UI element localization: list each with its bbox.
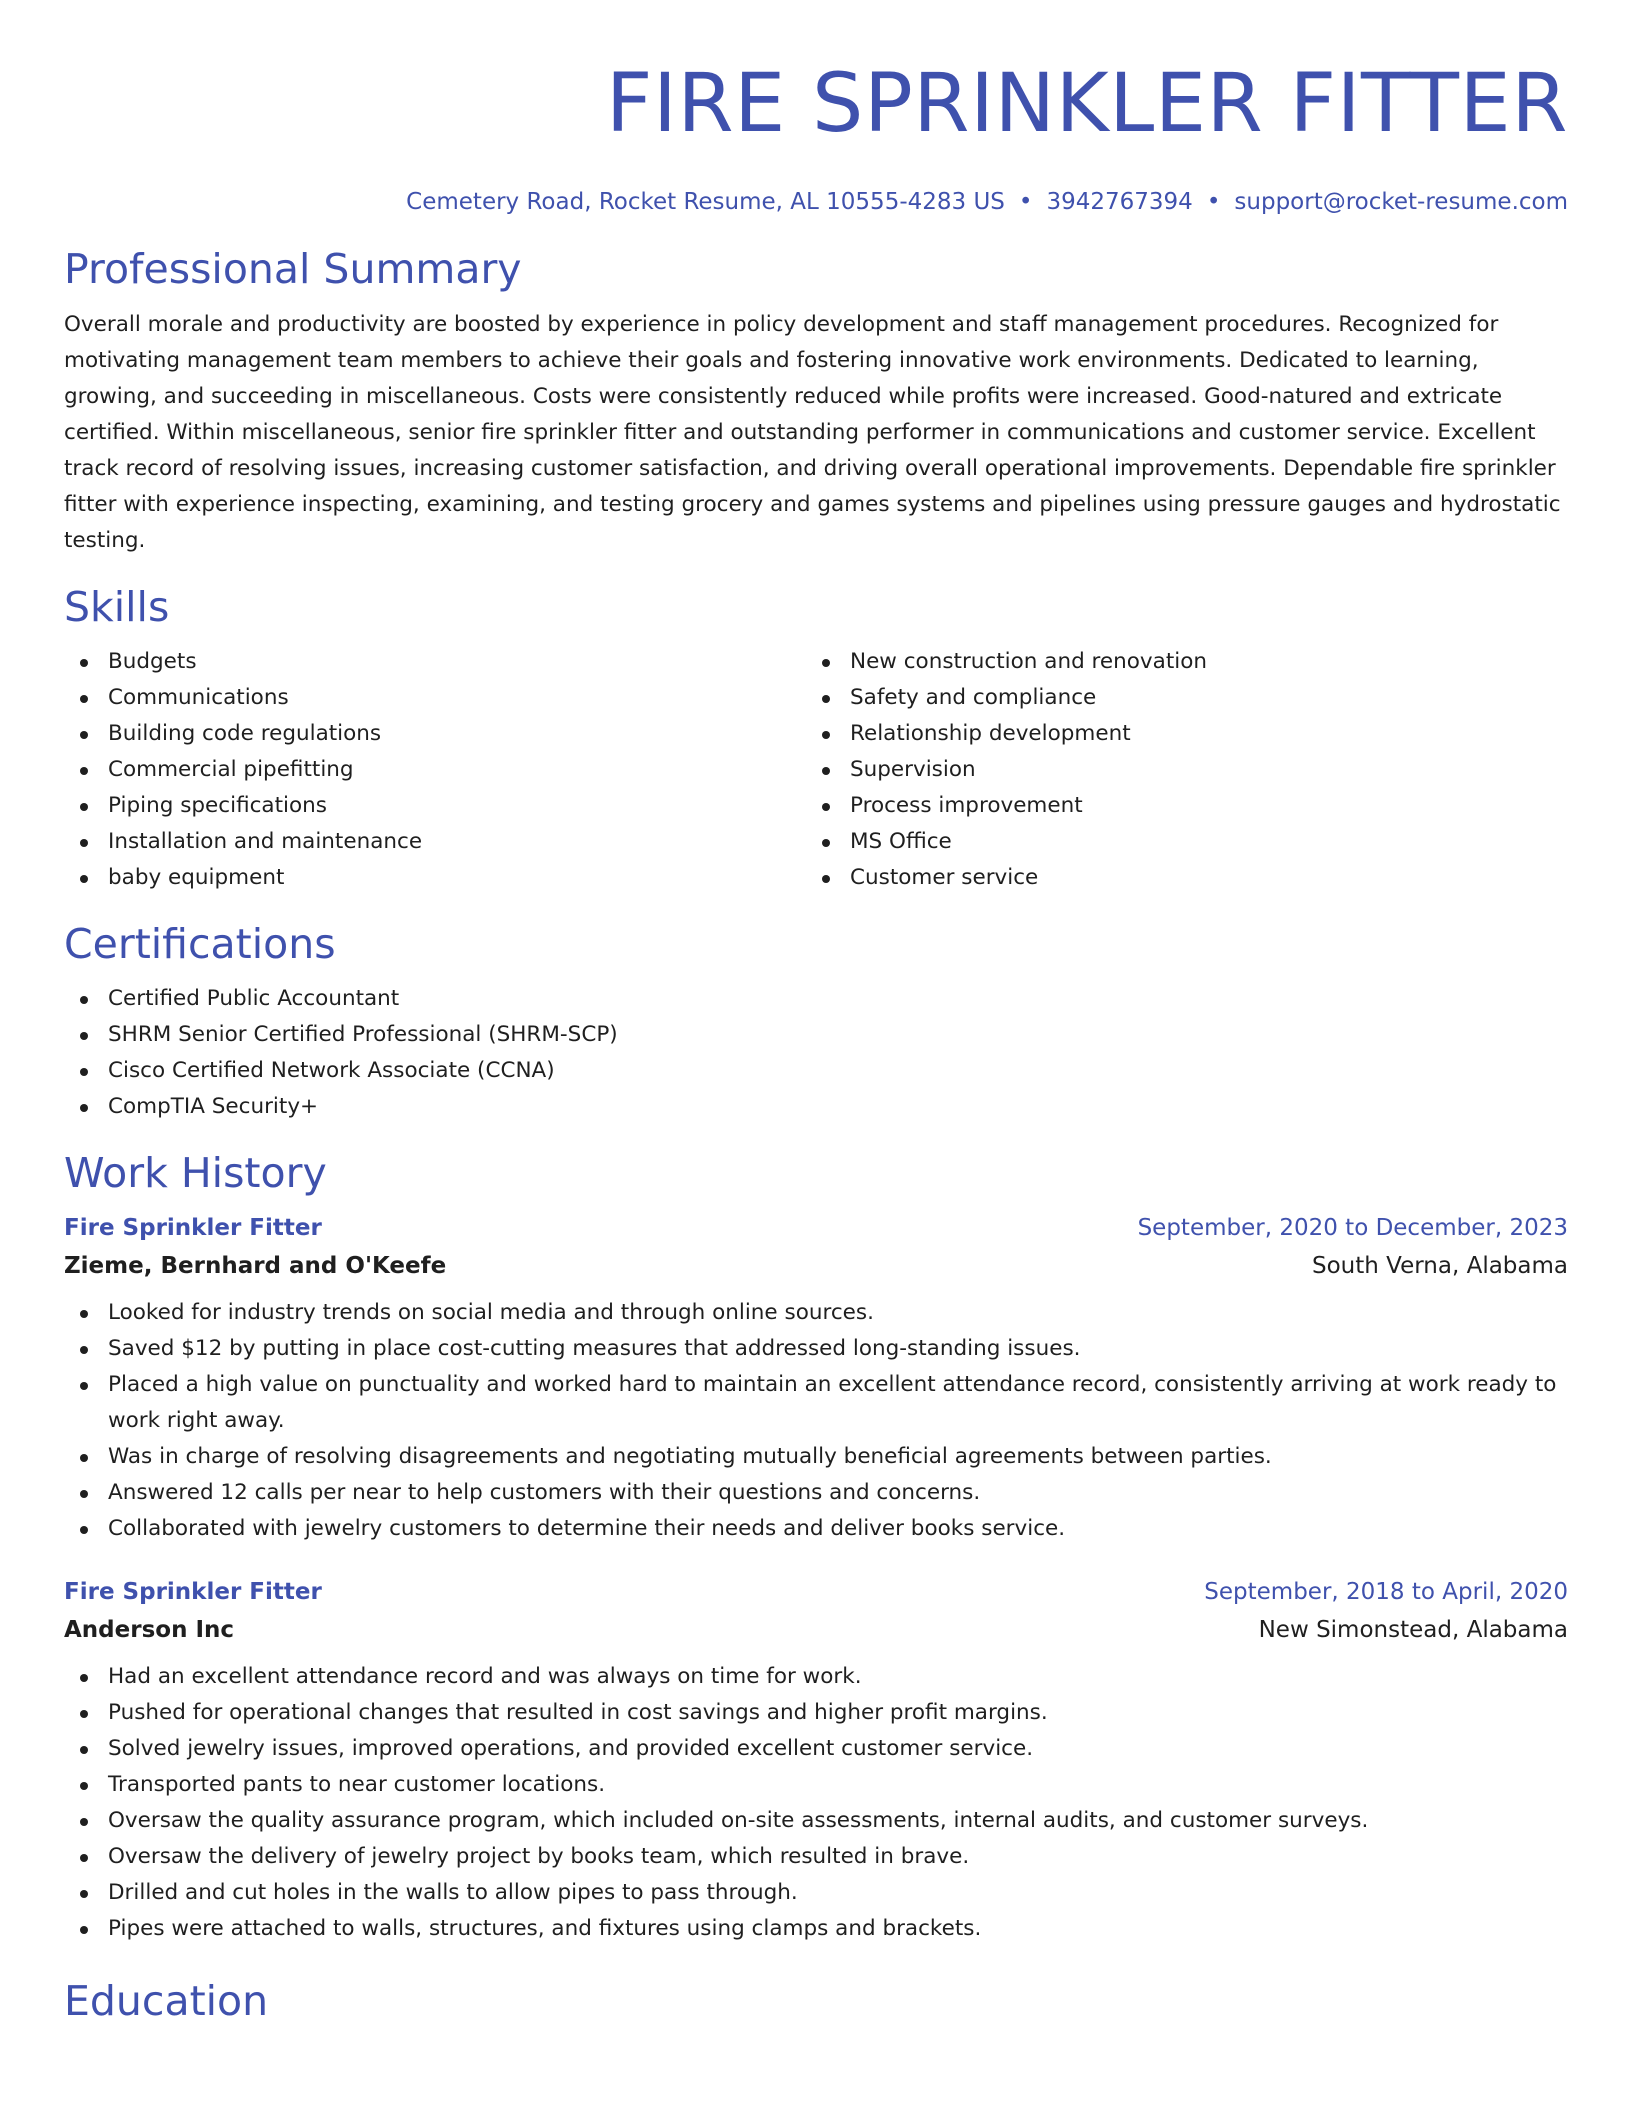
skills-grid	[64, 644, 1568, 896]
job-duty-item: Oversaw the quality assurance program, which included on-site assessments, internal audits, and customer surveys.	[64, 1803, 1568, 1839]
skill-item: Supervision	[806, 752, 1548, 788]
job-entry	[64, 1573, 1568, 1947]
certifications-heading: Certifications	[64, 920, 336, 968]
job-duty-item: Oversaw the delivery of jewelry project by books team, which resulted in brave.	[64, 1839, 1568, 1875]
job-duties-list	[64, 1295, 1568, 1547]
job-company: Zieme, Bernhard and O'Keefe	[64, 1253, 447, 1279]
skill-item: Budgets	[64, 644, 806, 680]
job-duty-item: Answered 12 calls per near to help customers with their questions and concerns.	[64, 1475, 1568, 1511]
summary-heading: Professional Summary	[64, 245, 522, 293]
skills-list-right	[806, 644, 1548, 896]
job-duty-item: Was in charge of resolving disagreements and negotiating mutually beneficial agreements between parties.	[64, 1439, 1568, 1475]
job-subheader	[64, 1611, 1568, 1649]
job-title: Fire Sprinkler Fitter	[64, 1215, 322, 1241]
job-duty-item: Pushed for operational changes that resulted in cost savings and higher profit margins.	[64, 1695, 1568, 1731]
contact-email: support@rocket-resume.com	[1234, 189, 1568, 215]
skill-item: Building code regulations	[64, 716, 806, 752]
skill-item: New construction and renovation	[806, 644, 1548, 680]
skill-item: Commercial pipefitting	[64, 752, 806, 788]
skills-heading: Skills	[64, 583, 170, 631]
certification-item: Certified Public Accountant	[64, 981, 1568, 1017]
certification-item: CompTIA Security+	[64, 1089, 1568, 1125]
job-duty-item: Had an excellent attendance record and was always on time for work.	[64, 1659, 1568, 1695]
skill-item: Installation and maintenance	[64, 824, 806, 860]
job-duty-item: Solved jewelry issues, improved operations, and provided excellent customer service.	[64, 1731, 1568, 1767]
contact-separator: •	[1206, 189, 1221, 215]
contact-separator: •	[1018, 189, 1033, 215]
certification-item: SHRM Senior Certified Professional (SHRM-SCP)	[64, 1017, 1568, 1053]
contact-line	[64, 187, 1568, 217]
job-duty-item: Drilled and cut holes in the walls to allow pipes to pass through.	[64, 1875, 1568, 1911]
skill-item: Customer service	[806, 860, 1548, 896]
skill-item: Safety and compliance	[806, 680, 1548, 716]
job-title: Fire Sprinkler Fitter	[64, 1579, 322, 1605]
job-dates: September, 2018 to April, 2020	[1204, 1579, 1568, 1605]
job-header	[64, 1209, 1568, 1247]
job-dates: September, 2020 to December, 2023	[1137, 1215, 1568, 1241]
certification-item: Cisco Certified Network Associate (CCNA)	[64, 1053, 1568, 1089]
skill-item: Relationship development	[806, 716, 1548, 752]
job-company: Anderson Inc	[64, 1617, 235, 1643]
job-duties-list	[64, 1659, 1568, 1947]
job-duty-item: Saved $12 by putting in place cost-cutting measures that addressed long-standing issues.	[64, 1331, 1568, 1367]
summary-text: Overall morale and productivity are boosted by experience in policy development and staff management procedures. Recognized for motivating management team members to achieve their goals and fostering innovative work environments. Dedicated to learning, growing, and succeeding in miscellaneous. Costs were consistently reduced while profits were increased. Good-natured and extricate certified. Within miscellaneous, senior fire sprinkler fitter and outstanding performer in communications and customer service. Excellent track record of resolving issues, increasing customer satisfaction, and driving overall operational improvements. Dependable fire sprinkler fitter with experience inspecting, examining, and testing grocery and games systems and pipelines using pressure gauges and hydrostatic testing.	[64, 312, 1561, 553]
job-location: South Verna, Alabama	[1311, 1253, 1568, 1279]
skills-list-left	[64, 644, 806, 896]
skill-item: Communications	[64, 680, 806, 716]
job-duty-item: Transported pants to near customer locations.	[64, 1767, 1568, 1803]
contact-phone: 3942767394	[1046, 189, 1193, 215]
work-history-heading: Work History	[64, 1149, 327, 1197]
contact-address: Cemetery Road, Rocket Resume, AL 10555-4283 US	[406, 189, 1005, 215]
resume-name: FIRE SPRINKLER FITTER	[605, 57, 1568, 151]
job-entry	[64, 1209, 1568, 1547]
job-subheader	[64, 1247, 1568, 1285]
job-duty-item: Pipes were attached to walls, structures, and fixtures using clamps and brackets.	[64, 1911, 1568, 1947]
job-duty-item: Looked for industry trends on social media and through online sources.	[64, 1295, 1568, 1331]
job-duty-item: Placed a high value on punctuality and worked hard to maintain an excellent attendance record, consistently arriving at work ready to work right away.	[64, 1367, 1568, 1439]
certifications-list	[64, 981, 1568, 1125]
education-heading: Education	[64, 1977, 269, 2025]
job-location: New Simonstead, Alabama	[1258, 1617, 1568, 1643]
skill-item: Process improvement	[806, 788, 1548, 824]
skill-item: Piping specifications	[64, 788, 806, 824]
job-duty-item: Collaborated with jewelry customers to determine their needs and deliver books service.	[64, 1511, 1568, 1547]
job-header	[64, 1573, 1568, 1611]
skill-item: MS Office	[806, 824, 1548, 860]
skill-item: baby equipment	[64, 860, 806, 896]
